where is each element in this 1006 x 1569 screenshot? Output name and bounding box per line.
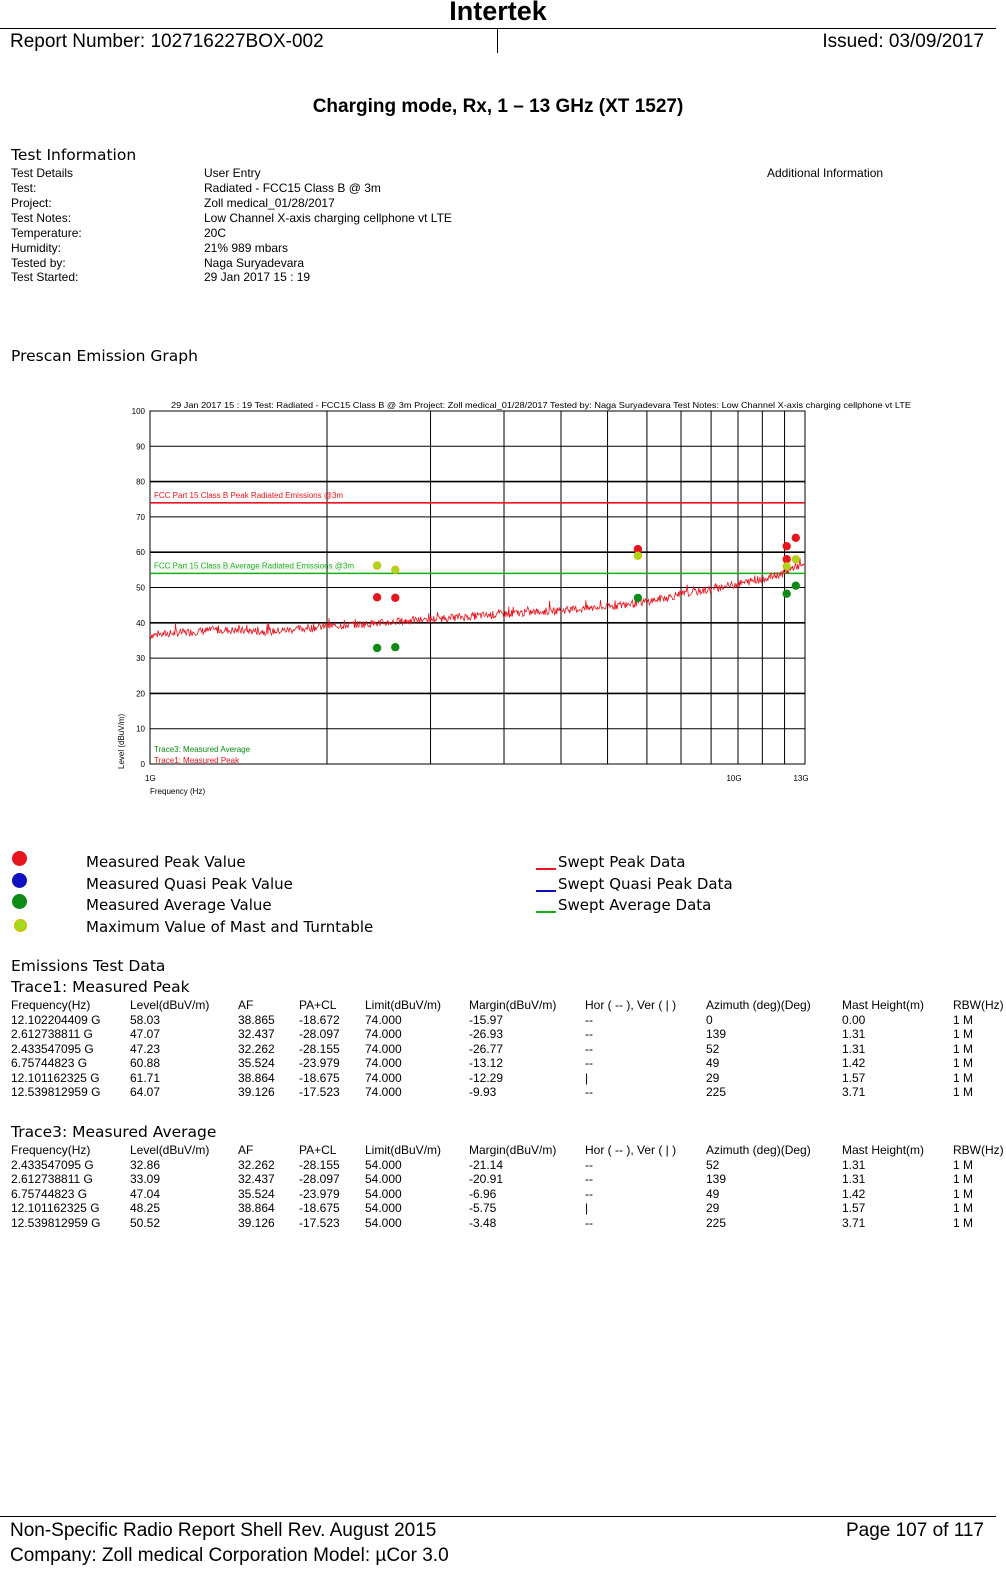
table-cell: 32.262 — [238, 1041, 275, 1056]
table-cell: 2.612738811 G — [11, 1172, 93, 1186]
table-header-cell: Limit(dBuV/m) — [365, 998, 442, 1012]
prescan-emission-chart — [0, 400, 1006, 805]
table-cell: 3.71 — [842, 1085, 866, 1099]
y-tick-label: 100 — [131, 407, 145, 416]
table-cell: 12.101162325 G — [11, 1201, 100, 1215]
y-tick-label: 30 — [136, 654, 145, 664]
table-cell: -17.523 — [299, 1215, 340, 1230]
table-cell: -3.48 — [469, 1215, 497, 1230]
table-cell: 54.000 — [365, 1186, 402, 1201]
report-number: Report Number: 102716227BOX-002 — [10, 31, 324, 52]
table-cell: 12.101162325 G — [11, 1070, 100, 1085]
table-header-cell: Level(dBuV/m) — [130, 1143, 210, 1157]
table-cell: 74.000 — [365, 1041, 402, 1056]
x-tick-label: 1G — [145, 774, 156, 783]
table-header-cell: Limit(dBuV/m) — [365, 1143, 442, 1157]
table-cell: 12.539812959 G — [11, 1085, 101, 1099]
legend-marker-icon — [12, 851, 27, 866]
table-cell: -21.14 — [469, 1157, 504, 1172]
table-cell: -18.675 — [299, 1070, 340, 1085]
test-info-label: Temperature: — [11, 225, 82, 240]
page-title: Charging mode, Rx, 1 – 13 GHz (XT 1527) — [312, 96, 684, 117]
table-header-cell: Hor ( -- ), Ver ( | ) — [585, 998, 677, 1012]
table-cell: 32.262 — [238, 1157, 275, 1172]
measured-peak-point — [792, 534, 800, 542]
table-cell: 1 M — [953, 1201, 974, 1215]
footer-divider — [0, 1516, 996, 1517]
limit-line-label: FCC Part 15 Class B Peak Radiated Emissions @3m — [154, 490, 344, 500]
legend-marker-label: Maximum Value of Mast and Turntable — [86, 917, 374, 936]
table-cell: 49 — [706, 1056, 720, 1070]
table-cell: 32.86 — [130, 1157, 161, 1172]
table-cell: 35.524 — [238, 1056, 275, 1070]
measured-peak-point — [373, 593, 381, 601]
table-header-cell: Mast Height(m) — [842, 1143, 925, 1157]
table-header-cell: Frequency(Hz) — [11, 1143, 91, 1157]
table-cell: 74.000 — [365, 1070, 402, 1085]
test-info-value: 20C — [204, 225, 227, 240]
table-cell: 29 — [706, 1201, 720, 1215]
y-tick-label: 40 — [136, 618, 145, 628]
table-cell: -20.91 — [469, 1172, 504, 1186]
table-cell: 1.42 — [842, 1186, 866, 1201]
issued-date: Issued: 03/09/2017 — [822, 31, 984, 52]
company-title: Intertek — [449, 0, 547, 26]
table-cell: 6.75744823 G — [11, 1186, 88, 1201]
max-mast-turntable-point — [373, 562, 381, 570]
table-cell: -- — [585, 1056, 593, 1070]
table-cell: -- — [585, 1027, 593, 1041]
table-cell: -23.979 — [299, 1056, 340, 1070]
table-cell: -- — [585, 1012, 593, 1027]
table-cell: -- — [585, 1186, 593, 1201]
table-cell: 1.31 — [842, 1027, 866, 1041]
table-cell: 52 — [706, 1041, 720, 1056]
table-cell: | — [585, 1070, 589, 1085]
table-cell: 2.433547095 G — [11, 1157, 94, 1172]
table-cell: 1.42 — [842, 1056, 866, 1070]
measured-peak-point — [783, 542, 791, 550]
table-cell: 38.864 — [238, 1201, 275, 1215]
table-cell: 49 — [706, 1186, 720, 1201]
footer-shell: Non-Specific Radio Report Shell Rev. August 2015 — [10, 1520, 437, 1541]
legend-marker-label: Measured Peak Value — [86, 853, 246, 871]
table-header-cell: RBW(Hz) — [953, 1143, 1004, 1157]
table-cell: 1.31 — [842, 1041, 866, 1056]
table-cell: -23.979 — [299, 1186, 340, 1201]
y-tick-label: 0 — [140, 760, 145, 769]
table-cell: 0.00 — [842, 1012, 866, 1027]
table-cell: 32.437 — [238, 1172, 275, 1186]
test-info-label: Humidity: — [11, 240, 62, 255]
table-cell: -18.675 — [299, 1201, 340, 1215]
table-cell: 1 M — [953, 1070, 974, 1085]
table-header-cell: Azimuth (deg)(Deg) — [706, 1143, 811, 1157]
table-header-cell: Hor ( -- ), Ver ( | ) — [585, 1143, 677, 1157]
measured-average-point — [792, 582, 800, 590]
max-mast-turntable-point — [634, 552, 642, 560]
table-cell: -- — [585, 1215, 593, 1230]
legend-line-icon — [536, 890, 556, 892]
table-cell: 1 M — [953, 1027, 974, 1041]
table-cell: 58.03 — [130, 1012, 161, 1027]
table-cell: -28.097 — [299, 1172, 340, 1186]
x-tick-label: 13G — [793, 774, 809, 783]
prescan-title: Prescan Emission Graph — [11, 347, 198, 365]
table-cell: 1 M — [953, 1056, 974, 1070]
table-header-cell: AF — [238, 1143, 254, 1157]
test-info-title: Test Information — [11, 146, 137, 164]
table-cell: 12.539812959 G — [11, 1215, 101, 1230]
test-info-label: Project: — [11, 195, 52, 210]
table-cell: 74.000 — [365, 1056, 402, 1070]
table-cell: 54.000 — [365, 1215, 402, 1230]
table-header-cell: PA+CL — [299, 998, 337, 1012]
table-header-cell: Mast Height(m) — [842, 998, 925, 1012]
y-tick-label: 80 — [136, 477, 145, 487]
table-cell: -28.155 — [299, 1041, 340, 1056]
table-cell: 47.04 — [130, 1186, 161, 1201]
y-tick-label: 10 — [136, 724, 145, 734]
test-info-header-cell: Test Details — [11, 166, 74, 180]
table-cell: -- — [585, 1172, 593, 1186]
table-cell: 225 — [706, 1085, 727, 1099]
test-info-value: 29 Jan 2017 15 : 19 — [204, 270, 311, 285]
legend-line-label: Swept Quasi Peak Data — [558, 874, 733, 893]
legend-line-label: Swept Peak Data — [558, 853, 686, 871]
y-axis-title: Level (dBuV/m) — [117, 713, 126, 769]
x-tick-label: 10G — [726, 774, 742, 783]
table-cell: 54.000 — [365, 1157, 402, 1172]
table-cell: 54.000 — [365, 1172, 402, 1186]
trace-legend-label: Trace1: Measured Peak — [154, 756, 240, 765]
table-header-cell: Level(dBuV/m) — [130, 998, 210, 1012]
max-mast-turntable-point — [392, 566, 400, 574]
table-cell: 3.71 — [842, 1215, 866, 1230]
legend-line-icon — [536, 911, 556, 913]
table-header-cell: RBW(Hz) — [953, 998, 1004, 1012]
table-header-cell: AF — [238, 998, 254, 1012]
table-cell: -12.29 — [469, 1070, 504, 1085]
table-cell: 1.57 — [842, 1070, 866, 1085]
table-cell: 1 M — [953, 1172, 974, 1186]
table-cell: -- — [585, 1085, 593, 1099]
legend-line-icon — [536, 868, 556, 870]
measured-average-point — [391, 643, 399, 651]
table-header-cell: Margin(dBuV/m) — [469, 998, 557, 1012]
table-cell: -- — [585, 1041, 593, 1056]
test-info-label: Test: — [11, 181, 37, 195]
table-cell: -26.93 — [469, 1027, 504, 1041]
table-cell: -26.77 — [469, 1041, 504, 1056]
table-cell: 38.865 — [238, 1012, 275, 1027]
y-tick-label: 70 — [136, 512, 145, 522]
limit-line-label: FCC Part 15 Class B Average Radiated Emissions @3m — [154, 561, 355, 571]
table-cell: 60.88 — [130, 1056, 161, 1070]
table-cell: 39.126 — [238, 1215, 275, 1230]
table-cell: 52 — [706, 1157, 720, 1172]
table-cell: 74.000 — [365, 1012, 402, 1027]
legend-marker-icon — [12, 894, 27, 909]
table-cell: 12.102204409 G — [11, 1012, 101, 1027]
table-cell: 74.000 — [365, 1085, 402, 1099]
trace3-title: Trace3: Measured Average — [11, 1123, 217, 1141]
table-cell: 139 — [706, 1027, 727, 1041]
table-cell: 61.71 — [130, 1070, 161, 1085]
table-cell: 32.437 — [238, 1027, 275, 1041]
legend-marker-icon — [14, 919, 27, 932]
test-info-value: Zoll medical_01/28/2017 — [204, 195, 335, 210]
table-cell: 225 — [706, 1215, 727, 1230]
table-cell: -- — [585, 1157, 593, 1172]
table-cell: 29 — [706, 1070, 720, 1085]
table-cell: 1 M — [953, 1215, 974, 1230]
trace-legend-label: Trace3: Measured Average — [154, 745, 251, 754]
y-tick-label: 20 — [136, 689, 145, 699]
table-cell: 38.864 — [238, 1070, 275, 1085]
table-cell: 2.433547095 G — [11, 1041, 94, 1056]
legend-marker-label: Measured Quasi Peak Value — [86, 874, 293, 893]
measured-average-point — [783, 590, 791, 598]
header-separator — [497, 29, 498, 53]
chart-title: 29 Jan 2017 15 : 19 Test: Radiated - FCC15 Class B @ 3m Project: Zoll medical_01/28/2017 Tested by: Naga Suryadevara Test Notes: Low Channel X-axis charging cellphone vt LTE — [171, 400, 912, 410]
table-cell: 1.57 — [842, 1201, 866, 1215]
test-info-value: Naga Suryadevara — [204, 255, 305, 270]
table-cell: 50.52 — [130, 1215, 161, 1230]
table-cell: 54.000 — [365, 1201, 402, 1215]
legend-marker-icon — [12, 873, 27, 888]
table-cell: -18.672 — [299, 1012, 340, 1027]
header-divider — [0, 28, 996, 29]
table-header-cell: Azimuth (deg)(Deg) — [706, 998, 811, 1012]
table-cell: -15.97 — [469, 1012, 504, 1027]
table-cell: 1.31 — [842, 1157, 866, 1172]
table-cell: 48.25 — [130, 1201, 161, 1215]
legend-line-label: Swept Average Data — [558, 896, 712, 914]
table-cell: -5.75 — [469, 1201, 497, 1215]
table-cell: 0 — [706, 1012, 713, 1027]
test-info-header-cell: User Entry — [204, 166, 261, 180]
table-cell: 1 M — [953, 1041, 974, 1056]
table-header-cell: PA+CL — [299, 1143, 337, 1157]
table-cell: -13.12 — [469, 1056, 504, 1070]
test-info-value: Low Channel X-axis charging cellphone vt LTE — [204, 210, 452, 225]
table-header-cell: Margin(dBuV/m) — [469, 1143, 557, 1157]
footer-company: Company: Zoll medical Corporation Model: µCor 3.0 — [10, 1545, 449, 1566]
table-cell: 74.000 — [365, 1027, 402, 1041]
footer-page: Page 107 of 117 — [845, 1520, 984, 1541]
table-cell: 39.126 — [238, 1085, 275, 1099]
test-info-label: Test Started: — [11, 270, 79, 285]
test-info-label: Test Notes: — [11, 210, 72, 225]
table-cell: 2.612738811 G — [11, 1027, 93, 1041]
test-info-value: 21% 989 mbars — [204, 240, 289, 255]
max-mast-turntable-point — [792, 556, 800, 564]
table-header-cell: Frequency(Hz) — [11, 998, 91, 1012]
table-cell: 64.07 — [130, 1085, 161, 1099]
x-axis-title: Frequency (Hz) — [150, 787, 206, 796]
max-mast-turntable-point — [783, 563, 791, 571]
table-cell: 1 M — [953, 1085, 974, 1099]
measured-average-point — [373, 644, 381, 652]
test-info-value: Radiated - FCC15 Class B @ 3m — [204, 181, 381, 195]
y-tick-label: 90 — [136, 442, 145, 452]
table-cell: 1 M — [953, 1186, 974, 1201]
table-cell: 1.31 — [842, 1172, 866, 1186]
table-cell: | — [585, 1201, 589, 1215]
table-cell: 139 — [706, 1172, 727, 1186]
legend-marker-label: Measured Average Value — [86, 896, 272, 914]
table-cell: -28.097 — [299, 1027, 340, 1041]
trace1-title: Trace1: Measured Peak — [11, 978, 190, 996]
measured-peak-point — [391, 594, 399, 602]
table-cell: -17.523 — [299, 1085, 340, 1099]
y-tick-label: 50 — [136, 583, 145, 593]
test-info-label: Tested by: — [11, 255, 66, 270]
measured-average-point — [634, 594, 642, 602]
table-cell: 1 M — [953, 1157, 974, 1172]
table-cell: -9.93 — [469, 1085, 497, 1099]
table-cell: 1 M — [953, 1012, 974, 1027]
table-cell: -6.96 — [469, 1186, 497, 1201]
table-cell: -28.155 — [299, 1157, 340, 1172]
emissions-title: Emissions Test Data — [11, 957, 166, 975]
table-cell: 35.524 — [238, 1186, 275, 1201]
test-info-header-cell: Additional Information — [767, 166, 884, 180]
table-cell: 6.75744823 G — [11, 1056, 88, 1070]
table-cell: 33.09 — [130, 1172, 161, 1186]
table-cell: 47.07 — [130, 1027, 161, 1041]
y-tick-label: 60 — [136, 548, 145, 558]
table-cell: 47.23 — [130, 1041, 161, 1056]
